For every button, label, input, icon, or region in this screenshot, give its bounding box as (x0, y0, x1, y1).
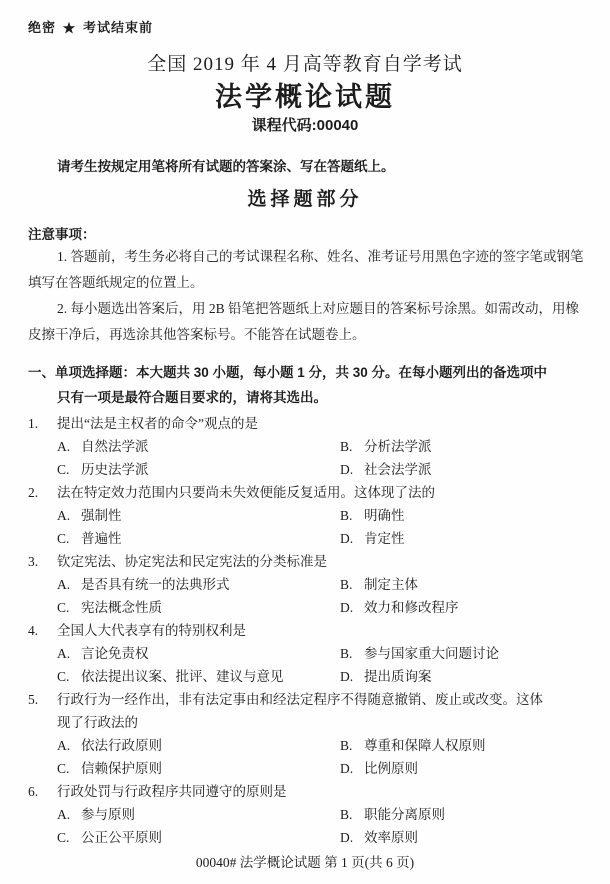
option-c (57, 826, 340, 849)
question-2-stem (28, 481, 582, 504)
part-one-heading-line-2: 只有一项是最符合题目要求的，请将其选出。 (57, 390, 327, 405)
option-letter: D. (340, 669, 354, 684)
option-text: 是否具有统一的法典形式 (81, 577, 230, 592)
question-4-stem (28, 619, 582, 642)
option-letter: D. (340, 830, 354, 845)
classification-banner (28, 20, 582, 36)
classification-prefix: 绝密 (28, 20, 57, 35)
notice-2-line-1: 2. 每小题选出答案后，用 2B 铅笔把答题纸上对应题目的答案标号涂黑。如需改动，用橡 (57, 301, 580, 316)
option-text: 普遍性 (81, 531, 122, 546)
option-text: 效力和修改程序 (364, 600, 459, 615)
question-6-stem (28, 780, 582, 803)
question-4-options (57, 642, 582, 688)
question-text: 钦定宪法、协定宪法和民定宪法的分类标准是 (57, 554, 327, 569)
question-number: 5. (28, 692, 39, 707)
option-a (57, 504, 340, 527)
option-d (340, 458, 582, 481)
option-letter: C. (57, 830, 70, 845)
question-text: 行政处罚与行政程序共同遵守的原则是 (57, 784, 287, 799)
option-c (57, 527, 340, 550)
option-text: 社会法学派 (364, 462, 432, 477)
option-text: 参与国家重大问题讨论 (364, 646, 499, 661)
question-list (28, 412, 582, 849)
option-letter: A. (57, 807, 71, 822)
option-text: 言论免责权 (81, 646, 149, 661)
option-letter: C. (57, 462, 70, 477)
option-text: 强制性 (81, 508, 122, 523)
option-letter: C. (57, 600, 70, 615)
question-5-stem (28, 688, 582, 711)
option-letter: B. (340, 439, 353, 454)
option-letter: C. (57, 531, 70, 546)
option-text: 职能分离原则 (364, 807, 445, 822)
option-text: 比例原则 (364, 761, 418, 776)
question-2-options (57, 504, 582, 550)
option-b (340, 435, 582, 458)
option-letter: A. (57, 646, 71, 661)
option-letter: B. (340, 738, 353, 753)
option-b (340, 642, 582, 665)
section-title: 选择题部分 (247, 189, 363, 210)
exam-subject-title: 法学概论试题 (215, 82, 395, 112)
star-icon: ★ (63, 21, 77, 35)
question-number: 2. (28, 485, 39, 500)
option-c (57, 596, 340, 619)
option-text: 效率原则 (364, 830, 418, 845)
option-text: 信赖保护原则 (81, 761, 162, 776)
option-letter: A. (57, 508, 71, 523)
notice-1-line-2: 填写在答题纸规定的位置上。 (28, 275, 204, 290)
option-letter: C. (57, 761, 70, 776)
option-letter: A. (57, 577, 71, 592)
option-text: 肯定性 (364, 531, 405, 546)
question-1-stem (28, 412, 582, 435)
classification-suffix: 考试结束前 (83, 20, 154, 35)
question-text: 法在特定效力范围内只要尚未失效便能反复适用。这体现了法的 (57, 485, 435, 500)
option-letter: D. (340, 462, 354, 477)
option-b (340, 734, 582, 757)
question-number: 3. (28, 554, 39, 569)
option-c (57, 665, 340, 688)
option-d (340, 826, 582, 849)
question-4 (28, 619, 582, 688)
option-letter: D. (340, 761, 354, 776)
question-1 (28, 412, 582, 481)
option-letter: D. (340, 531, 354, 546)
option-text: 提出质询案 (364, 669, 432, 684)
question-number: 1. (28, 416, 39, 431)
question-text: 行政行为一经作出，非有法定事由和经法定程序不得随意撤销、废止或改变。这体 (57, 692, 543, 707)
option-d (340, 665, 582, 688)
option-a (57, 435, 340, 458)
option-text: 制定主体 (364, 577, 418, 592)
option-text: 历史法学派 (81, 462, 149, 477)
option-d (340, 527, 582, 550)
option-text: 分析法学派 (364, 439, 432, 454)
option-text: 明确性 (364, 508, 405, 523)
page-footer: 00040# 法学概论试题 第 1 页(共 6 页) (195, 855, 415, 870)
option-text: 依法提出议案、批评、建议与意见 (81, 669, 284, 684)
question-3-stem (28, 550, 582, 573)
part-one-heading-line-1: 一、单项选择题：本大题共 30 小题，每小题 1 分，共 30 分。在每小题列出的备选项中 (28, 365, 548, 380)
question-5-options (57, 734, 582, 780)
question-6 (28, 780, 582, 849)
option-letter: A. (57, 439, 71, 454)
part-one-heading (28, 360, 582, 410)
option-letter: B. (340, 807, 353, 822)
option-text: 依法行政原则 (81, 738, 162, 753)
notice-1-line-1: 1. 答题前，考生务必将自己的考试课程名称、姓名、准考证号用黑色字迹的签字笔或钢笔 (57, 249, 584, 264)
option-c (57, 458, 340, 481)
option-c (57, 757, 340, 780)
notice-title: 注意事项： (28, 227, 96, 242)
question-number: 6. (28, 784, 39, 799)
option-letter: B. (340, 646, 353, 661)
option-b (340, 803, 582, 826)
question-text: 全国人大代表享有的特别权利是 (57, 623, 246, 638)
question-2 (28, 481, 582, 550)
option-text: 尊重和保障人权原则 (364, 738, 486, 753)
answer-sheet-instruction: 请考生按规定用笔将所有试题的答案涂、写在答题纸上。 (57, 159, 395, 174)
option-a (57, 573, 340, 596)
question-6-options (57, 803, 582, 849)
exam-session-title: 全国 2019 年 4 月高等教育自学考试 (147, 54, 463, 75)
option-letter: C. (57, 669, 70, 684)
option-a (57, 803, 340, 826)
question-1-options (57, 435, 582, 481)
option-d (340, 757, 582, 780)
course-code: 课程代码:00040 (251, 117, 359, 134)
option-d (340, 596, 582, 619)
option-a (57, 734, 340, 757)
option-letter: B. (340, 508, 353, 523)
question-3-options (57, 573, 582, 619)
option-letter: D. (340, 600, 354, 615)
option-letter: A. (57, 738, 71, 753)
question-5 (28, 688, 582, 780)
question-3 (28, 550, 582, 619)
option-b (340, 504, 582, 527)
option-text: 自然法学派 (81, 439, 149, 454)
question-number: 4. (28, 623, 39, 638)
option-text: 宪法概念性质 (81, 600, 162, 615)
option-letter: B. (340, 577, 353, 592)
option-text: 参与原则 (81, 807, 135, 822)
question-text: 提出“法是主权者的命令”观点的是 (57, 416, 258, 431)
option-a (57, 642, 340, 665)
option-b (340, 573, 582, 596)
question-5-stem-continued: 现了行政法的 (57, 715, 138, 730)
option-text: 公正公平原则 (81, 830, 162, 845)
notice-2-line-2: 皮擦干净后，再选涂其他答案标号。不能答在试题卷上。 (28, 327, 366, 342)
